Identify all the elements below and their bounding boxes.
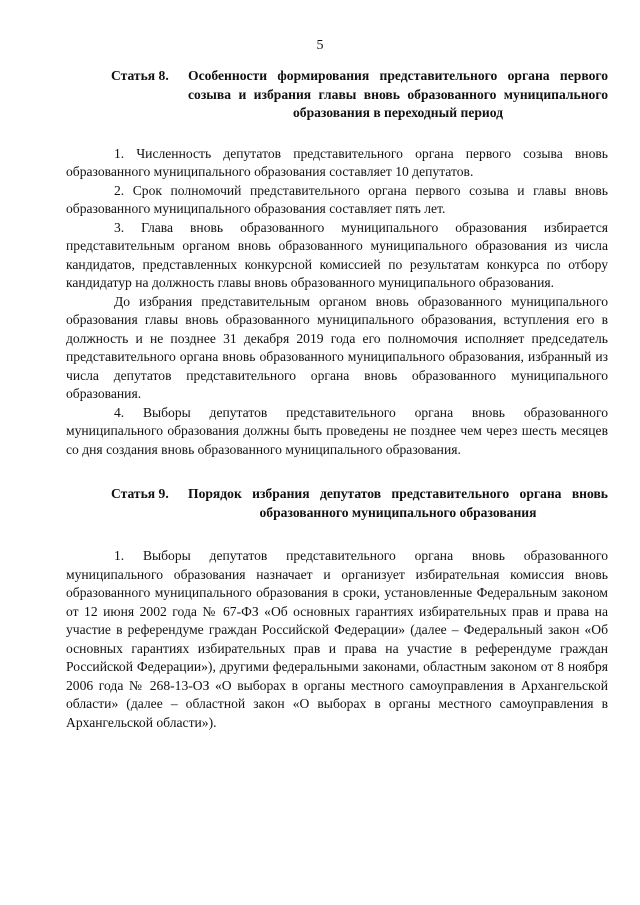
paragraph: 1. Численность депутатов представительного органа первого созыва вновь образованного муниципального образования составляет 10 депутатов. — [66, 145, 608, 179]
paragraph: 2. Срок полномочий представительного органа первого созыва и главы вновь образованного муниципального образования составляет пять лет. — [66, 182, 608, 216]
paragraph: 1. Выборы депутатов представительного органа вновь образованного муниципального образования назначает и организует избирательная комиссия вновь образованного муниципального образования в сроки, установленные Федеральным законом от 12 июня 2002 года № 67-ФЗ «Об основных гарантиях избирательных прав и права на участие в референдуме граждан Российской Федерации» (далее – Федеральный закон «Об основных гарантиях избирательных прав и права на участие в референдуме граждан Российской Федерации»), другими федеральными законами, областным законом от 8 ноября 2006 года № 268-13-ОЗ «О выборах в органы местного самоуправления в Архангельской области» (далее – областной закон «О выборах в органы местного самоуправления в Архангельской области»). — [66, 548, 608, 730]
article-title: Порядок избрания депутатов представительного органа вновь образованного муниципального образования — [188, 486, 608, 520]
paragraph: 4. Выборы депутатов представительного органа вновь образованного муниципального образования должны быть проведены не позднее чем через шесть месяцев со дня создания вновь образованного муниципального образования. — [66, 404, 608, 457]
article-label: Статья 9. — [111, 486, 169, 501]
article-8 — [66, 67, 608, 459]
article-9 — [66, 485, 608, 732]
article-heading — [111, 67, 608, 123]
paragraph: 3. Глава вновь образованного муниципального образования избирается представительным органом вновь образованного муниципального образования из числа кандидатов, представленных конкурсной комиссией по результатам конкурса по отбору кандидатур на должность главы вновь образованного муниципального образования. — [66, 219, 608, 290]
article-label: Статья 8. — [111, 68, 169, 83]
paragraph: До избрания представительным органом вновь образованного муниципального образования главы вновь образованного муниципального образования, вступления его в должность и не позднее 31 декабря 2019 года его полномочия исполняет председатель представительного органа вновь образованного муниципального образования, избранный из числа депутатов представительного органа вновь образованного муниципального образования. — [66, 293, 608, 401]
page-number: 5 — [316, 38, 324, 53]
article-title: Особенности формирования представительного органа первого созыва и избрания главы вновь образованного муниципального образования в переходный период — [188, 68, 608, 120]
article-heading — [111, 485, 608, 522]
